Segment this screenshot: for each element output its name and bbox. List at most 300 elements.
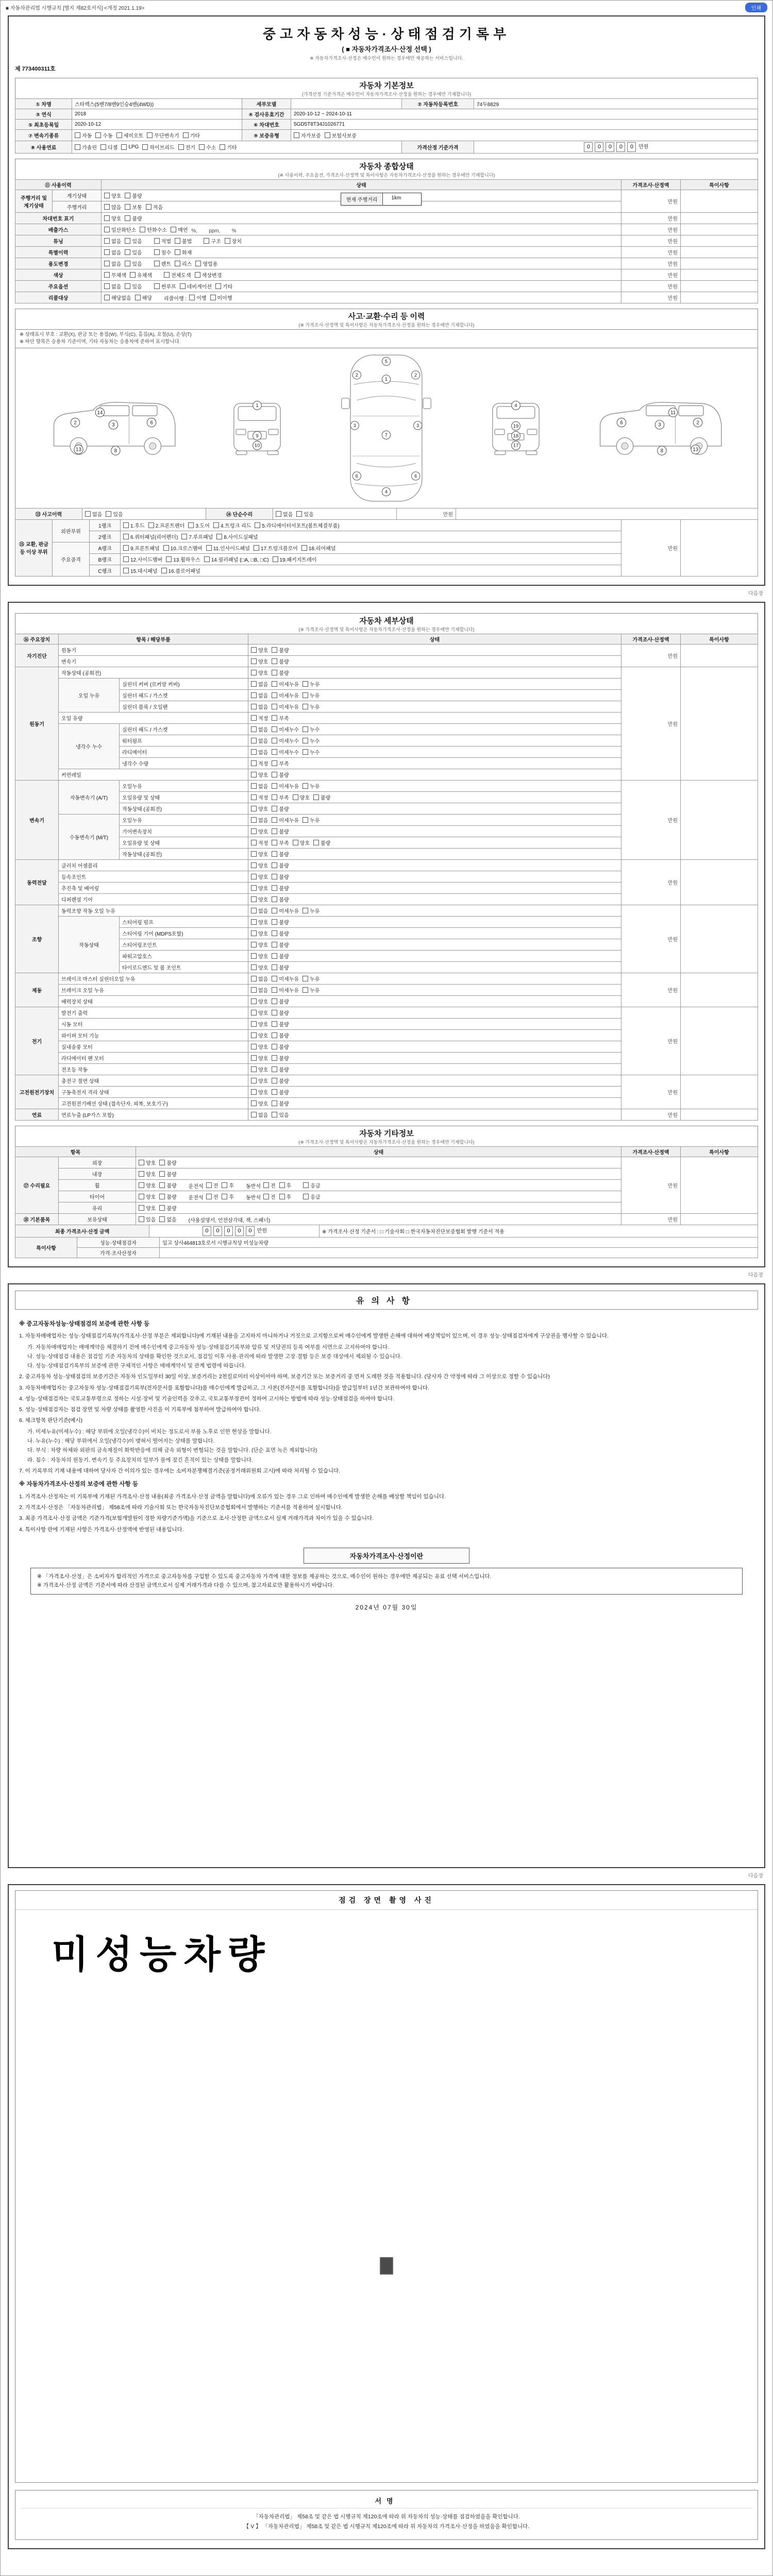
checkbox-option — [175, 248, 192, 256]
column-header: ⑯ 주요장치 — [15, 634, 59, 644]
checkbox-label: 누유 — [309, 704, 320, 710]
state-cell — [248, 814, 621, 825]
checkbox-segment — [251, 1102, 293, 1108]
checkbox-box — [303, 692, 308, 698]
checkbox-segment — [246, 1184, 295, 1190]
checkbox-box — [125, 193, 130, 198]
state-cell — [248, 927, 621, 939]
checkbox-label: 미세누유 — [279, 704, 299, 710]
signature-title: 서명 — [21, 2496, 752, 2509]
state-cell — [248, 825, 621, 837]
checkbox-option — [272, 748, 299, 756]
checkbox-label: 미세누유 — [279, 784, 299, 790]
item-label: 라디에이터 팬 모터 — [59, 1052, 248, 1063]
checkbox-box — [272, 964, 277, 970]
checkbox-option — [125, 260, 142, 267]
checkbox-segment — [154, 262, 222, 268]
checkbox-option — [254, 544, 298, 552]
checkbox-option — [272, 759, 289, 767]
checkbox-option — [188, 521, 210, 529]
checkbox-box — [251, 976, 257, 981]
checkbox-option — [303, 691, 320, 699]
amount-digit: 0 — [627, 142, 636, 152]
checkbox-option — [164, 271, 191, 279]
svg-text:8: 8 — [114, 448, 117, 454]
checkbox-option — [255, 521, 339, 529]
checkbox-box — [222, 1182, 227, 1188]
checkbox-box — [272, 692, 277, 698]
checkbox-label: 있음 — [146, 1217, 156, 1223]
state-cell — [82, 508, 206, 519]
checkbox-segment — [251, 1045, 293, 1051]
checkbox-label: 있음 — [132, 239, 142, 245]
checkbox-label: 불량 — [279, 1101, 289, 1107]
checkbox-segment — [251, 875, 293, 881]
next-page-link[interactable]: 다음장 — [748, 590, 763, 597]
checkbox-box — [116, 132, 122, 138]
checkbox-option — [195, 271, 222, 279]
checkbox-box — [272, 670, 277, 675]
checkbox-label: 부족 — [279, 761, 289, 767]
checkbox-box — [135, 295, 141, 300]
notice-item: 3. 최종 가격조사·산정 금액은 기준가격(보험개발원이 정한 차량기준가액)을 기준으로 조사·산정한 금액으로서 실제 거래가격과 차이가 있을 수 있습니다. — [19, 1515, 374, 1522]
checkbox-box — [272, 715, 277, 721]
amount-digit: 0 — [595, 142, 603, 152]
checkbox-box — [175, 238, 180, 244]
checkbox-box — [225, 238, 230, 244]
checkbox-label: 없음 — [258, 727, 268, 733]
checkbox-label: 없음 — [283, 512, 293, 518]
checkbox-box — [159, 1216, 165, 1222]
item-label: 스티어링조인트 — [120, 939, 248, 950]
checkbox-label: 불량 — [279, 897, 289, 903]
checkbox-label: 미세누수 — [279, 727, 299, 733]
checkbox-option — [251, 850, 268, 858]
checkbox-box — [204, 556, 210, 562]
svg-text:7: 7 — [385, 432, 388, 437]
state-cell — [248, 1029, 621, 1041]
checkbox-segment — [104, 274, 156, 279]
checkbox-label: 해당없음 — [111, 296, 131, 301]
checkbox-label: 무채색 — [111, 273, 126, 279]
other-info-table — [15, 1146, 758, 1225]
checkbox-box — [272, 1078, 277, 1083]
checkbox-option — [272, 997, 289, 1005]
checkbox-option — [272, 1020, 289, 1028]
section-title: 자동차 기타정보 — [359, 1129, 414, 1138]
rank-items — [121, 542, 621, 553]
checkbox-segment — [251, 785, 323, 790]
viewer-toolbar — [1, 1, 772, 13]
checkbox-box — [183, 132, 189, 138]
checkbox-label: 없음 — [111, 284, 122, 290]
checkbox-segment — [154, 240, 196, 245]
checkbox-option — [263, 1181, 276, 1189]
note-cell — [681, 905, 758, 973]
state-cell — [248, 882, 621, 893]
checkbox-label: 양호 — [258, 806, 268, 812]
checkbox-option — [251, 941, 268, 948]
checkbox-segment — [251, 1057, 293, 1062]
checkbox-label: 누유 — [309, 988, 320, 994]
checkbox-option — [140, 226, 167, 233]
checkbox-option — [251, 929, 268, 937]
checkbox-box — [146, 204, 152, 210]
checkbox-option — [303, 737, 320, 744]
checkbox-option — [195, 260, 217, 267]
checkbox-label: LPG — [128, 144, 139, 150]
checkbox-label: 11.인사이드패널 — [213, 546, 250, 552]
checkbox-segment — [139, 1207, 180, 1212]
checkbox-segment — [251, 717, 293, 722]
section-title: 사고·교환·수리 등 이력 — [348, 312, 425, 321]
state-cell — [136, 1202, 621, 1213]
checkbox-label: 5.라디에이터서포트(볼트체결부품) — [262, 523, 340, 529]
price-cell: 만원 — [621, 859, 681, 905]
svg-text:17: 17 — [513, 443, 518, 449]
checkbox-option — [279, 1181, 292, 1189]
checkbox-label: 양호 — [258, 1067, 268, 1073]
checkbox-label: 없음 — [258, 693, 268, 699]
rank-items — [121, 531, 621, 542]
svg-text:3: 3 — [354, 422, 357, 428]
checkbox-option — [251, 1009, 268, 1016]
checkbox-segment — [251, 841, 334, 847]
checkbox-box — [104, 295, 110, 300]
checkbox-label: 누수 — [309, 738, 320, 744]
checkbox-option — [272, 861, 289, 869]
checkbox-box — [273, 556, 278, 562]
device-label: 자기진단 — [15, 644, 59, 667]
item-label: 브레이크 마스터 실린더오일 누유 — [59, 973, 248, 984]
checkbox-option — [272, 680, 299, 688]
next-page-link[interactable]: 다음장 — [748, 1873, 763, 1879]
device-label: 동력전달 — [15, 859, 59, 905]
checkbox-option — [125, 214, 142, 222]
checkbox-label: 9.프론트패널 — [130, 546, 160, 552]
checkbox-option — [104, 203, 121, 211]
state-cell — [248, 780, 621, 791]
device-label: 전기 — [15, 1007, 59, 1075]
checkbox-box — [123, 556, 129, 562]
item-label: 작동상태 (공회전) — [120, 848, 248, 859]
checkbox-box — [251, 1078, 257, 1083]
checkbox-box — [206, 1182, 212, 1188]
price-cell: 만원 — [621, 1075, 681, 1109]
checkbox-label: 있음 — [304, 512, 314, 518]
checkbox-box — [154, 283, 160, 289]
checkbox-box — [104, 283, 110, 289]
vin-value: 5GD5T8T34J1026771 — [291, 120, 758, 130]
checkbox-segment — [164, 296, 236, 302]
checkbox-option — [139, 1215, 156, 1223]
checkbox-label: 7.루프패널 — [189, 534, 213, 540]
item-label: 실린더 헤드 / 가스켓 — [120, 689, 248, 701]
checkbox-label: 불량 — [279, 1090, 289, 1096]
next-page-link[interactable]: 다음장 — [748, 1272, 763, 1278]
checkbox-segment — [276, 513, 317, 518]
price-cell: 만원 — [621, 519, 681, 576]
checkbox-label: 없음 — [258, 988, 268, 994]
field-label: 세부모델 — [242, 99, 291, 109]
checkbox-option — [272, 1111, 289, 1118]
column-header: 특이사항 — [681, 180, 758, 190]
checkbox-segment — [139, 1173, 180, 1178]
checkbox-label: 양호 — [258, 648, 268, 654]
amount-unit: 만원 — [637, 144, 649, 150]
state-cell — [102, 269, 621, 281]
checkbox-option — [272, 1077, 289, 1084]
checkbox-option — [139, 1159, 156, 1166]
checkbox-option — [116, 131, 144, 139]
item-label: 오일누유 — [120, 780, 248, 791]
checkbox-box — [325, 132, 330, 138]
checkbox-segment — [104, 206, 166, 211]
item-label: 브레이크 오일 누유 — [59, 984, 248, 995]
checkbox-label: 네비게이션 — [187, 284, 212, 290]
comprehensive-state-table — [15, 179, 758, 303]
row-label: 튜닝 — [15, 235, 102, 247]
checkbox-option — [272, 827, 289, 835]
inspection-photo-box — [15, 1890, 758, 2483]
checkbox-segment — [75, 134, 204, 140]
item-label: 와이퍼 모터 기능 — [59, 1029, 248, 1041]
checkbox-label: 불량 — [279, 1010, 289, 1016]
checkbox-box — [251, 692, 257, 698]
checkbox-box — [85, 511, 91, 517]
checkbox-box — [148, 522, 154, 528]
checkbox-box — [296, 511, 302, 517]
checkbox-label: 있음 — [132, 262, 142, 267]
checkbox-label: 불량 — [279, 670, 289, 676]
checkbox-option — [213, 521, 251, 529]
checkbox-box — [272, 1032, 277, 1038]
item-label: 실린더 커버 (로커암 커버) — [120, 678, 248, 689]
price-cell: 만원 — [621, 292, 681, 303]
checkbox-option — [215, 282, 232, 290]
checkbox-option — [303, 748, 320, 756]
state-cell — [248, 837, 621, 848]
note-cell — [681, 247, 758, 258]
checkbox-segment — [251, 977, 323, 983]
notice-item: 7. 이 기록부의 기재 내용에 대하여 당사자 간 이의가 있는 경우에는 소비자분쟁해결기준(공정거래위원회 고시)에 따라 처리될 수 있습니다. — [19, 1467, 341, 1474]
print-button[interactable]: 인쇄 — [745, 3, 767, 12]
item-label: 발전기 출력 — [59, 1007, 248, 1018]
checkbox-segment — [139, 1195, 180, 1201]
checkbox-option — [251, 895, 268, 903]
checkbox-box — [251, 1044, 257, 1049]
field-value — [291, 99, 402, 109]
checkbox-segment — [75, 146, 241, 151]
svg-text:6: 6 — [356, 473, 359, 479]
svg-text:9: 9 — [256, 433, 259, 439]
checkbox-box — [139, 1205, 144, 1211]
notices-title: 유의사항 — [15, 1291, 758, 1310]
checkbox-label: 불법 — [182, 239, 192, 245]
checkbox-option — [272, 941, 289, 948]
field-value: 2020-10-12 — [72, 120, 242, 130]
checkbox-box — [272, 942, 277, 947]
price-survey-box-title: 자동차가격조사·산정이란 — [304, 1548, 469, 1564]
checkbox-label: 자동 — [82, 133, 92, 139]
checkbox-label: 불량 — [279, 1044, 289, 1050]
checkbox-option — [204, 237, 221, 245]
price-cell: 만원 — [621, 247, 681, 258]
checkbox-label: 있음 — [132, 250, 142, 256]
checkbox-label: 렌트 — [161, 262, 171, 267]
checkbox-label: 불량 — [166, 1183, 177, 1189]
item-label: 기어변속장치 — [120, 825, 248, 837]
state-cell — [248, 1007, 621, 1018]
item-label: 커먼레일 — [59, 769, 248, 780]
opinion-value — [160, 1247, 758, 1258]
notice-subitem: 다. 부식 : 차량 하체와 외판의 금속재질이 화학반응에 의해 금속 외형이 변형되는 것을 말합니다. (단순 표면 녹은 제외합니다) — [27, 1447, 317, 1454]
checkbox-option — [251, 884, 268, 892]
checkbox-option — [75, 143, 97, 151]
checkbox-option — [272, 929, 289, 937]
checkbox-box — [272, 760, 277, 766]
notice-item: 1. 자동차매매업자는 성능·상태점검기록부(가격조사·산정 부분은 제외합니다)에 기재된 내용을 고지하지 아니하거나 거짓으로 고지함으로써 매수인에게 발생한 손해에 대하여 배상책임이 있으며, 이 경우 성능·상태점검자에게 구상권을 행사할 수 있습니다. — [19, 1333, 609, 1340]
price-cell: 만원 — [621, 190, 681, 213]
checkbox-option — [251, 918, 268, 926]
state-cell — [248, 961, 621, 973]
checkbox-label: 양호 — [146, 1172, 156, 1178]
price-cell: 만원 — [621, 235, 681, 247]
item-label: 휠 — [59, 1179, 136, 1191]
segment-label: 리콜이행 : — [163, 296, 187, 302]
state-cell — [248, 1041, 621, 1052]
checkbox-option — [272, 873, 289, 880]
column-header: 특이사항 — [681, 634, 758, 644]
checkbox-box — [166, 556, 172, 562]
checkbox-box — [104, 238, 110, 244]
checkbox-box — [251, 874, 257, 879]
checkbox-box — [123, 545, 129, 551]
checkbox-segment — [123, 547, 339, 552]
note-cell — [681, 1075, 758, 1109]
svg-text:13: 13 — [693, 447, 699, 453]
checkbox-box — [188, 522, 194, 528]
checkbox-box — [251, 953, 257, 959]
checkbox-box — [251, 964, 257, 970]
note-cell — [681, 1007, 758, 1075]
checkbox-segment — [104, 285, 146, 291]
checkbox-box — [272, 806, 277, 811]
checkbox-box — [301, 545, 307, 551]
svg-text:11: 11 — [670, 410, 676, 416]
checkbox-label: 미세누수 — [279, 750, 299, 756]
state-cell — [136, 1179, 621, 1191]
column-header: ⑪ 사용이력 — [15, 180, 102, 190]
rank-items — [121, 553, 621, 565]
checkbox-option — [272, 907, 299, 914]
checkbox-label: 불량 — [279, 659, 289, 665]
section-comprehensive — [15, 159, 758, 180]
checkbox-box — [104, 204, 110, 210]
legend-line: ※ 상태표시 부호 : 교환(X), 판금 또는 용접(W), 부식(C), 흠집(A), 요철(U), 손상(T) — [20, 332, 192, 337]
checkbox-label: 13.휠하우스 — [173, 557, 200, 563]
svg-text:8: 8 — [660, 448, 663, 454]
price-cell: 만원 — [621, 1109, 681, 1120]
checkbox-label: 화재 — [182, 250, 192, 256]
item-label: 연료누출 (LP가스 포함) — [59, 1109, 248, 1120]
svg-text:2: 2 — [356, 372, 359, 378]
item-label: 작동상태 (공회전) — [59, 667, 248, 678]
checkbox-box — [251, 1055, 257, 1061]
checkbox-box — [303, 908, 308, 913]
checkbox-segment — [164, 274, 225, 279]
checkbox-label: 침수 — [161, 250, 171, 256]
opinion-table — [15, 1237, 758, 1258]
checkbox-box — [125, 249, 130, 255]
checkbox-box — [263, 1182, 269, 1188]
checkbox-segment — [204, 240, 245, 245]
checkbox-box — [303, 976, 308, 981]
state-cell — [72, 141, 402, 154]
checkbox-box — [100, 144, 106, 150]
checkbox-option — [313, 839, 330, 846]
price-cell: 만원 — [621, 1157, 681, 1213]
price-cell: 만원 — [621, 780, 681, 859]
checkbox-box — [204, 238, 209, 244]
column-header: 특이사항 — [681, 1146, 758, 1157]
group-label: 외판부위 — [53, 519, 90, 542]
checkbox-segment — [104, 228, 237, 234]
svg-text:19: 19 — [513, 423, 518, 429]
item-label: 내장 — [59, 1168, 136, 1179]
checkbox-segment — [251, 751, 323, 756]
notice-subitem: 나. 성능·상태점검 내용은 점검일 기준 자동차의 상태를 확인한 것으로서, 점검일 이후 사용·관리에 따라 발생한 고장·결함 등은 보증 대상에서 제외될 수 있습니다. — [27, 1353, 402, 1360]
checkbox-option — [175, 237, 192, 245]
row-label: 특별이력 — [15, 247, 102, 258]
checkbox-option — [251, 907, 268, 914]
checkbox-option — [104, 226, 136, 233]
checkbox-segment — [139, 1161, 180, 1167]
checkbox-segment — [251, 773, 293, 779]
svg-text:14: 14 — [97, 410, 103, 416]
checkbox-box — [303, 738, 308, 743]
checkbox-segment — [104, 194, 146, 200]
checkbox-box — [251, 896, 257, 902]
state-cell — [248, 757, 621, 769]
checkbox-label: 기타 — [190, 133, 200, 139]
checkbox-option — [251, 737, 268, 744]
checkbox-option — [273, 555, 317, 563]
state-cell — [248, 735, 621, 746]
checkbox-option — [104, 260, 121, 267]
checkbox-label: 1.후드 — [130, 523, 145, 529]
checkbox-label: 불량 — [279, 931, 289, 937]
checkbox-box — [210, 295, 216, 300]
checkbox-label: 불량 — [279, 1078, 289, 1084]
checkbox-box — [75, 132, 80, 138]
checkbox-box — [303, 681, 308, 687]
checkbox-option — [154, 237, 171, 245]
checkbox-option — [272, 884, 289, 892]
checkbox-segment — [251, 683, 323, 688]
checkbox-box — [195, 272, 200, 278]
checkbox-option — [161, 567, 200, 574]
item-label: 유리 — [59, 1202, 136, 1213]
checkbox-box — [189, 295, 195, 300]
checkbox-segment — [189, 1184, 238, 1190]
checkbox-label: 있음 — [132, 284, 142, 290]
checkbox-label: 양호 — [146, 1160, 156, 1166]
checkbox-label: 양호 — [258, 1010, 268, 1016]
note-cell — [681, 213, 758, 224]
checkbox-label: 후 — [286, 1183, 292, 1189]
price-cell: 만원 — [621, 667, 681, 780]
